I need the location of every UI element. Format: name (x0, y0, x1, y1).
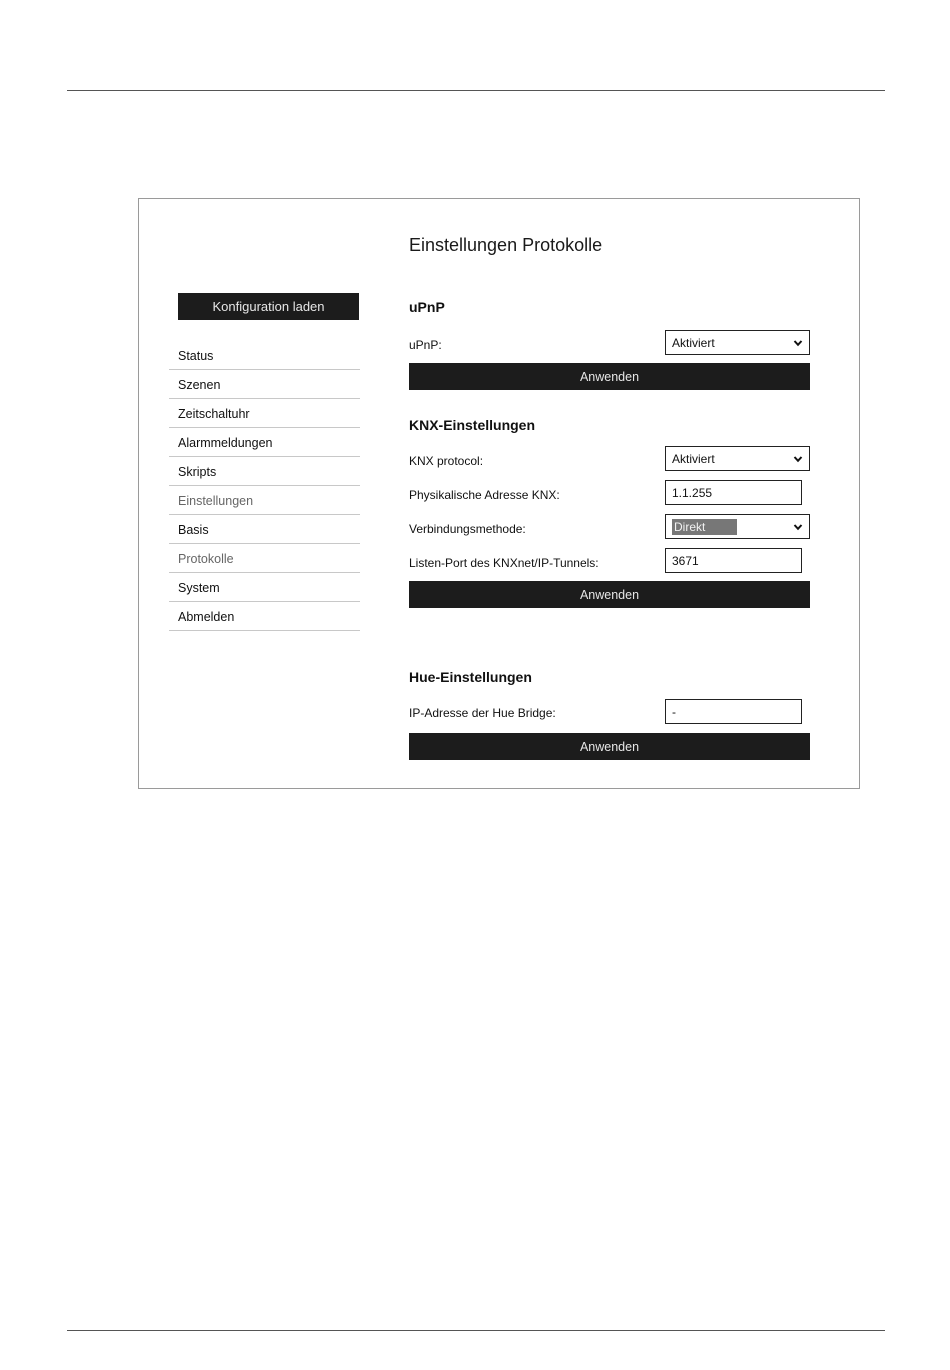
hue-ip-input[interactable] (665, 699, 802, 724)
knx-port-value: 3671 (672, 553, 699, 568)
upnp-select[interactable] (665, 330, 810, 355)
knx-protocol-value: Aktiviert (672, 451, 715, 466)
hue-ip-label: IP-Adresse der Hue Bridge: (409, 706, 556, 720)
header-rule (67, 90, 885, 91)
upnp-select-value: Aktiviert (672, 335, 715, 350)
chevron-down-icon (793, 454, 803, 464)
upnp-label: uPnP: (409, 338, 442, 352)
load-configuration-button[interactable]: Konfiguration laden (178, 293, 359, 320)
sidebar-item-basis[interactable]: Basis (169, 516, 360, 544)
knx-section-title: KNX-Einstellungen (409, 417, 536, 433)
sidebar-item-protocols[interactable]: Protokolle (169, 545, 360, 573)
hue-section-title: Hue-Einstellungen (409, 669, 532, 685)
knx-method-select[interactable] (665, 514, 810, 539)
knx-protocol-select[interactable] (665, 446, 810, 471)
footer-rule (67, 1330, 885, 1331)
sidebar-item-scenes[interactable]: Szenen (169, 371, 360, 399)
knx-address-value: 1.1.255 (672, 485, 713, 500)
knx-port-input[interactable] (665, 548, 802, 573)
sidebar-item-system[interactable]: System (169, 574, 360, 602)
chevron-down-icon (793, 338, 803, 348)
chevron-down-icon (793, 522, 803, 532)
upnp-apply-button[interactable]: Anwenden (409, 363, 810, 390)
sidebar-nav (169, 342, 360, 631)
knx-address-label: Physikalische Adresse KNX: (409, 488, 560, 502)
hue-ip-value: - (672, 704, 676, 719)
settings-window (138, 198, 860, 789)
hue-apply-button[interactable]: Anwenden (409, 733, 810, 760)
knx-method-label: Verbindungsmethode: (409, 522, 526, 536)
upnp-section-title: uPnP (409, 299, 445, 315)
knx-address-input[interactable] (665, 480, 802, 505)
sidebar-item-settings[interactable]: Einstellungen (169, 487, 360, 515)
sidebar-item-logout[interactable]: Abmelden (169, 603, 360, 631)
knx-method-value: Direkt (672, 519, 737, 535)
sidebar-item-scripts[interactable]: Skripts (169, 458, 360, 486)
knx-apply-button[interactable]: Anwenden (409, 581, 810, 608)
sidebar-item-status[interactable]: Status (169, 342, 360, 370)
knx-protocol-label: KNX protocol: (409, 454, 484, 468)
page-title: Einstellungen Protokolle (409, 235, 603, 255)
sidebar-item-alarms[interactable]: Alarmmeldungen (169, 429, 360, 457)
sidebar-item-timer[interactable]: Zeitschaltuhr (169, 400, 360, 428)
knx-port-label: Listen-Port des KNXnet/IP-Tunnels: (409, 556, 599, 570)
